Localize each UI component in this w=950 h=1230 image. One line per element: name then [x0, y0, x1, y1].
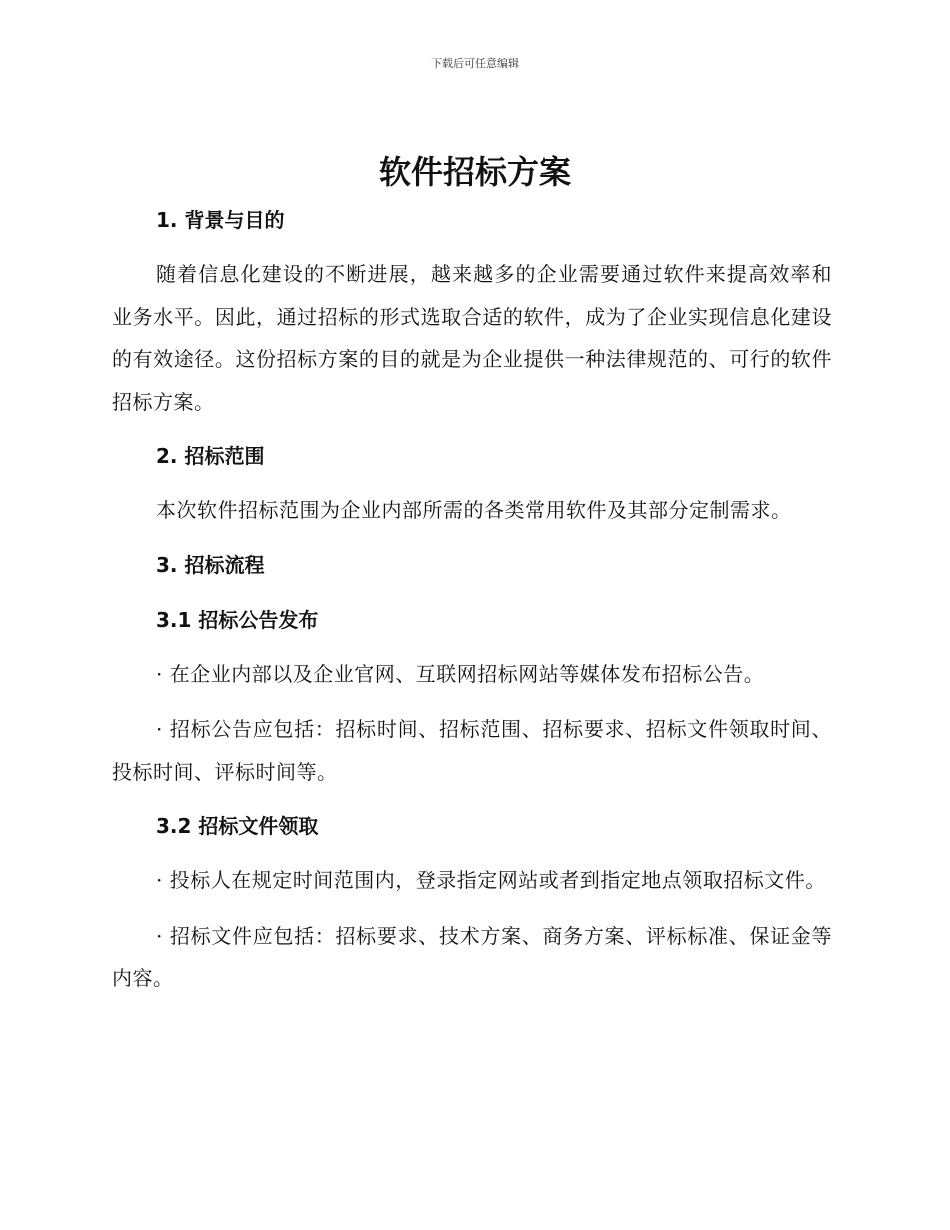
- section-3-1-heading: 3.1 招标公告发布: [156, 607, 319, 632]
- section-3-heading: 3. 招标流程: [156, 552, 265, 577]
- section-1-heading: 1. 背景与目的: [156, 208, 285, 232]
- section-3-2-heading: 3.2 招标文件领取: [156, 814, 319, 838]
- section-3-2-item-2: · 招标文件应包括：招标要求、技术方案、商务方案、评标标准、保证金等内容。: [112, 923, 832, 990]
- section-2-heading: 2. 招标范围: [156, 444, 265, 468]
- section-3-1-item-1: · 在企业内部以及企业官网、互联网招标网站等媒体发布招标公告。: [156, 661, 765, 686]
- section-3-1-item-2: · 招标公告应包括：招标时间、招标范围、招标要求、招标文件领取时间、投标时间、评标时间等。: [112, 717, 832, 784]
- header-note: 下载后可任意编辑: [431, 57, 519, 70]
- section-1-paragraph: 随着信息化建设的不断进展，越来越多的企业需要通过软件来提高效率和业务水平。因此，通过招标的形式选取合适的软件，成为了企业实现信息化建设的有效途径。这份招标方案的目的就是为企业提供一种法律规范的、可行的软件招标方案。: [112, 262, 832, 414]
- section-2-paragraph: 本次软件招标范围为企业内部所需的各类常用软件及其部分定制需求。: [156, 498, 792, 522]
- section-3-2-item-1: · 投标人在规定时间范围内，登录指定网站或者到指定地点领取招标文件。: [156, 868, 826, 892]
- document-body: [112, 200, 832, 1000]
- document-title: 软件招标方案: [378, 153, 571, 191]
